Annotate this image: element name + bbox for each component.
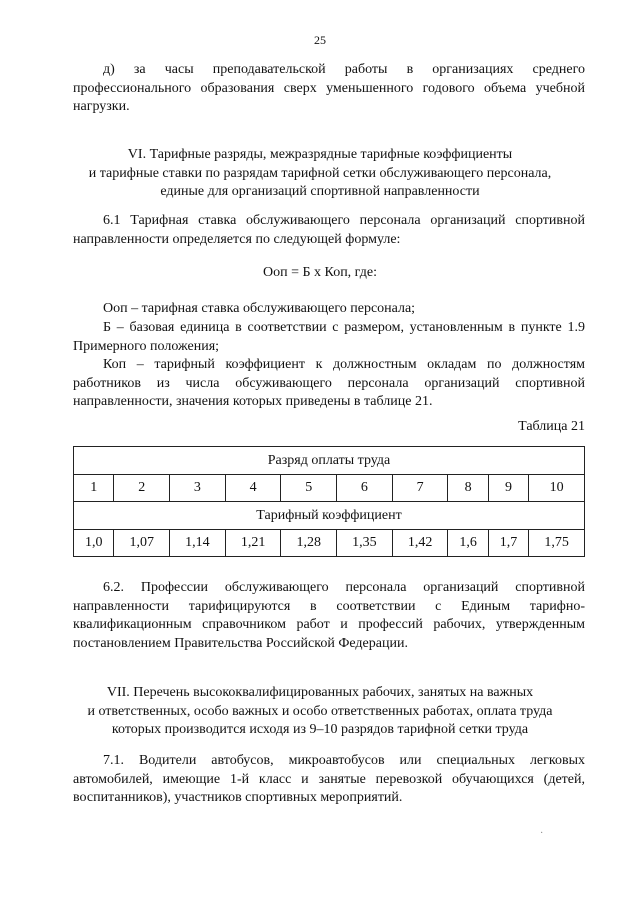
table-row [74,475,585,502]
coefficient-cell: 1,21 [225,530,281,557]
coefficient-cell: 1,35 [337,530,393,557]
coefficient-cell: 1,6 [448,530,488,557]
coefficient-cell: 1,42 [392,530,448,557]
coefficient-cell: 1,7 [488,530,528,557]
grade-cell: 5 [281,475,337,502]
grade-cell: 2 [114,475,170,502]
paragraph-7-1: 7.1. Водители автобусов, микроавтобусов или специальных легковых автомобилей, имеющие 1-й класс и занятые перевозкой обучающихся (детей, воспитанников), участников спортивных мероприятий. [73,753,585,805]
table-caption: Таблица 21 [518,419,585,434]
definition-b: Б – базовая единица в соответствии с размером, установленным в пункте 1.9 Примерного положения; [73,320,585,354]
coefficient-cell: 1,0 [74,530,114,557]
coefficient-cell: 1,14 [170,530,226,557]
grade-header-cell: Разряд оплаты труда [74,447,585,475]
section-6-heading-line: и тарифные ставки по разрядам тарифной сетки обслуживающего персонала, [88,165,552,181]
definition-kop: Коп – тарифный коэффициент к должностным окладам по должностям работников из числа обсуживающего персонала организаций спортивной направленности, значения которых приведены в таблице 21. [73,357,585,409]
section-7-heading-line: VII. Перечень высококвалифицированных рабочих, занятых на важных [106,685,534,700]
section-6-heading [50,146,590,202]
table-row [74,447,585,475]
paragraph-6-2: 6.2. Профессии обслуживающего персонала организаций спортивной направленности тарифицируются в соответствии с Единым тарифно-квалификационным справочником работ и профессий рабочих, утвержденным постановлением Правительства Российской Федерации. [73,580,585,651]
definition-oop: Ооп – тарифная ставка обслуживающего персонала; [103,301,416,316]
table-row [74,530,585,557]
coefficient-cell: 1,07 [114,530,170,557]
grade-cell: 8 [448,475,488,502]
grade-cell: 1 [74,475,114,502]
section-6-heading-line: единые для организаций спортивной направленности [160,184,480,199]
grade-cell: 10 [529,475,585,502]
coefficient-cell: 1,75 [529,530,585,557]
table-row [74,502,585,530]
section-6-heading-line: VI. Тарифные разряды, межразрядные тарифные коэффициенты [127,147,513,162]
intro-paragraph: д) за часы преподавательской работы в организациях среднего профессионального образования сверх уменьшенного годового объема учебной нагрузки. [73,62,585,114]
page-number: 25 [314,33,326,47]
tariff-table [73,446,585,557]
section-7-heading [50,684,590,740]
section-7-heading-line: и ответственных, особо важных и особо ответственных работах, оплата труда [87,703,553,719]
tariff-formula: Ооп = Б х Коп, где: [263,265,377,280]
section-7-heading-line: которых производится исходя из 9–10 разрядов тарифной сетки труда [111,722,529,737]
coefficient-header-cell: Тарифный коэффициент [74,502,585,530]
grade-cell: 4 [225,475,281,502]
grade-cell: 6 [337,475,393,502]
grade-cell: 9 [488,475,528,502]
coefficient-cell: 1,28 [281,530,337,557]
paragraph-6-1: 6.1 Тарифная ставка обслуживающего персонала организаций спортивной направленности определяется по следующей формуле: [73,213,585,247]
scan-speck: · [540,828,544,839]
grade-cell: 7 [392,475,448,502]
grade-cell: 3 [170,475,226,502]
